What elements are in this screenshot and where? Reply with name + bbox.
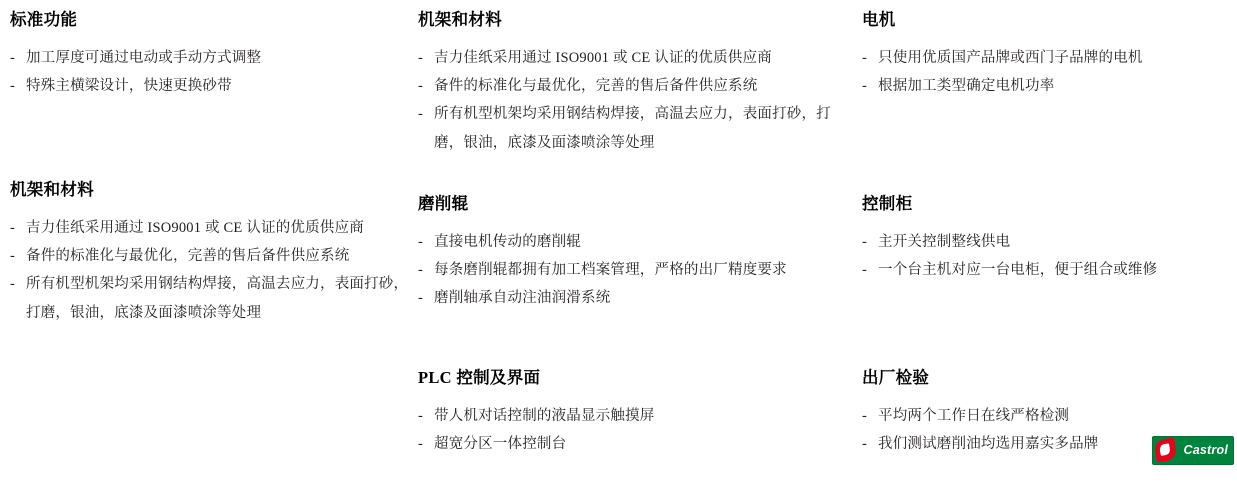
- list-item-label: 根据加工类型确定电机功率: [878, 78, 1055, 95]
- bullet-dash: -: [10, 49, 16, 66]
- list-item: [418, 430, 858, 458]
- list-item: [862, 72, 1232, 100]
- list-item-label: 我们测试磨削油均选用嘉实多品牌: [878, 436, 1099, 453]
- section-item-list: [862, 228, 1232, 285]
- section-title: 出厂检验: [862, 368, 930, 387]
- list-item: [10, 214, 410, 242]
- section-title: 磨削辊: [418, 194, 469, 213]
- list-item: [862, 256, 1232, 284]
- section-motor: [862, 10, 1232, 100]
- section-frame-and-materials-left: [10, 180, 410, 327]
- section-plc-control: [418, 368, 858, 458]
- flame-icon: [1153, 437, 1178, 462]
- list-item-label: 磨削轴承自动注油润滑系统: [434, 290, 611, 307]
- list-item-label: 一个台主机对应一台电柜，便于组合或维修: [878, 262, 1158, 279]
- bullet-dash: -: [418, 262, 424, 279]
- section-title: 机架和材料: [10, 180, 94, 199]
- list-item-label: 吉力佳纸采用通过 ISO9001 或 CE 认证的优质供应商: [434, 49, 772, 66]
- section-grinding-roller: [418, 194, 858, 313]
- list-item-label: 带人机对话控制的液晶显示触摸屏: [434, 407, 655, 424]
- bullet-dash: -: [418, 78, 424, 95]
- section-frame-and-materials-mid: [418, 10, 858, 157]
- section-control-cabinet: [862, 194, 1232, 284]
- section-item-list: [862, 44, 1232, 101]
- bullet-dash: -: [862, 407, 868, 424]
- section-item-list: [418, 44, 858, 157]
- section-item-list: [418, 402, 858, 459]
- section-item-list: [10, 44, 410, 101]
- list-item: [418, 44, 858, 72]
- list-item-label: 加工厚度可通过电动或手动方式调整: [26, 49, 262, 66]
- bullet-dash: -: [418, 407, 424, 424]
- section-title: 机架和材料: [418, 10, 502, 29]
- bullet-dash: -: [862, 78, 868, 95]
- bullet-dash: -: [10, 248, 16, 265]
- list-item: [862, 228, 1232, 256]
- bullet-dash: -: [10, 219, 16, 236]
- list-item-label: 备件的标准化与最优化，完善的售后备件供应系统: [434, 78, 758, 95]
- list-item: [418, 284, 858, 312]
- list-item: [418, 100, 858, 157]
- list-item-label: 每条磨削辊都拥有加工档案管理，严格的出厂精度要求: [434, 262, 787, 279]
- list-item: [862, 44, 1232, 72]
- section-title: PLC 控制及界面: [418, 368, 541, 387]
- list-item-label: 直接电机传动的磨削辊: [434, 233, 581, 250]
- list-item-label: 主开关控制整线供电: [878, 233, 1011, 250]
- section-standard-features: [10, 10, 410, 100]
- bullet-dash: -: [418, 233, 424, 250]
- list-item: [418, 228, 858, 256]
- section-title: 电机: [862, 10, 896, 29]
- list-item: [418, 72, 858, 100]
- list-item: [862, 402, 1232, 430]
- bullet-dash: -: [862, 436, 868, 453]
- bullet-dash: -: [862, 233, 868, 250]
- list-item-label: 超宽分区一体控制台: [434, 436, 567, 453]
- list-item: [418, 402, 858, 430]
- list-item-label: 吉力佳纸采用通过 ISO9001 或 CE 认证的优质供应商: [26, 219, 364, 236]
- bullet-dash: -: [418, 436, 424, 453]
- bullet-dash: -: [10, 78, 16, 95]
- list-item-label: 只使用优质国产品牌或西门子品牌的电机: [878, 49, 1143, 66]
- bullet-dash: -: [862, 49, 868, 66]
- section-item-list: [418, 228, 858, 313]
- list-item-label: 平均两个工作日在线严格检测: [878, 407, 1070, 424]
- list-item: [10, 242, 410, 270]
- list-item: [10, 270, 410, 327]
- list-item: [418, 256, 858, 284]
- section-title: 标准功能: [10, 10, 78, 29]
- list-item: [10, 72, 410, 100]
- bullet-dash: -: [418, 49, 424, 66]
- bullet-dash: -: [418, 290, 424, 307]
- list-item: [10, 44, 410, 72]
- bullet-dash: -: [10, 276, 16, 293]
- section-item-list: [10, 214, 410, 327]
- bullet-dash: -: [862, 262, 868, 279]
- list-item-label: 特殊主横梁设计，快速更换砂带: [26, 78, 232, 95]
- list-item-label: 所有机型机架均采用钢结构焊接，高温去应力，表面打砂，打磨，银油，底漆及面漆喷涂等处理: [26, 276, 409, 321]
- castrol-logo-label: Castrol: [1183, 443, 1228, 458]
- castrol-logo: [1152, 436, 1234, 465]
- list-item-label: 备件的标准化与最优化，完善的售后备件供应系统: [26, 248, 350, 265]
- list-item-label: 所有机型机架均采用钢结构焊接，高温去应力，表面打砂，打磨，银油，底漆及面漆喷涂等处理: [434, 106, 831, 151]
- section-title: 控制柜: [862, 194, 913, 213]
- bullet-dash: -: [418, 106, 424, 123]
